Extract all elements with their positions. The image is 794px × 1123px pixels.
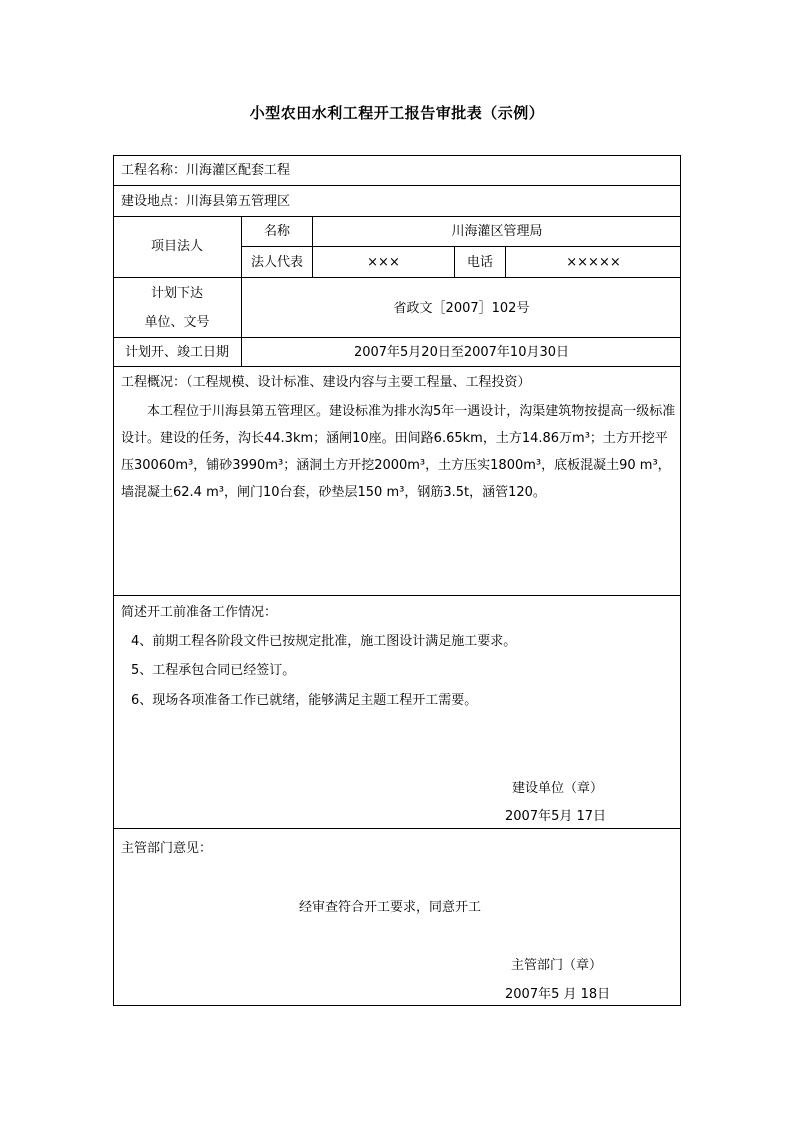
row-divider [113, 337, 681, 338]
authority-seal: 主管部门（章） [511, 958, 603, 973]
builder-seal: 建设单位（章） [512, 781, 604, 796]
overview-body: 本工程位于川海县第五管理区。建设标准为排水沟5年一遇设计，沟渠建筑物按提高一级标准设计。建设的任务，沟长44.3km；涵闸10座。田间路6.65km，土方14.86万m³；土方开挖平压30060m³，铺砂3990m³；涵洞土方开挖2000m³，土方压实1800m³，底板混凝土90 m³，墙混凝土62.4 m³，闸门10台套，砂垫层150 m³，钢筋3.5t，涵管120。 [121, 404, 676, 500]
legal-rep-label: 法人代表 [250, 255, 303, 270]
row-divider [113, 277, 681, 278]
phone-value: ××××× [566, 255, 621, 270]
legal-rep-value: ××× [367, 255, 400, 270]
border-right [680, 155, 681, 1006]
row-divider [113, 185, 681, 186]
plan-label-line2: 单位、文号 [144, 315, 210, 330]
approval-form [113, 155, 681, 1006]
page-title: 小型农田水利工程开工报告审批表（示例） [249, 104, 545, 122]
row-divider [113, 595, 681, 596]
border-left [113, 155, 114, 1006]
border-bottom [113, 1005, 681, 1006]
builder-date: 2007年5月 17日 [505, 809, 607, 824]
authority-date: 2007年5 月 18日 [505, 987, 611, 1002]
project-name: 工程名称：川海灌区配套工程 [121, 163, 291, 178]
project-location: 建设地点：川海县第五管理区 [121, 194, 291, 209]
phone-label: 电话 [466, 255, 493, 270]
schedule-label: 计划开、竣工日期 [124, 345, 229, 360]
row-divider [241, 246, 681, 247]
approval-heading: 主管部门意见： [121, 841, 213, 856]
plan-document-number: 省政文［2007］102号 [393, 301, 530, 316]
name-label: 名称 [263, 224, 290, 239]
approval-opinion: 经审查符合开工要求，同意开工 [299, 900, 482, 915]
overview-heading: 工程概况：（工程规模、设计标准、建设内容与主要工程量、工程投资） [121, 375, 531, 390]
name-value: 川海灌区管理局 [451, 224, 543, 239]
preparation-item: 4、前期工程各阶段文件已按规定批准，施工图设计满足施工要求。 [131, 634, 517, 649]
plan-label-line1: 计划下达 [150, 286, 203, 301]
preparation-item: 6、现场各项准备工作已就绪，能够满足主题工程开工需要。 [131, 693, 478, 708]
row-divider [113, 216, 681, 217]
border-top [113, 155, 681, 156]
preparation-heading: 简述开工前准备工作情况： [121, 605, 278, 620]
preparation-item: 5、工程承包合同已经签订。 [131, 663, 296, 678]
legal-entity-label: 项目法人 [150, 239, 203, 254]
schedule-value: 2007年5月20日至2007年10月30日 [353, 345, 570, 360]
row-divider [113, 828, 681, 829]
row-divider [113, 366, 681, 367]
